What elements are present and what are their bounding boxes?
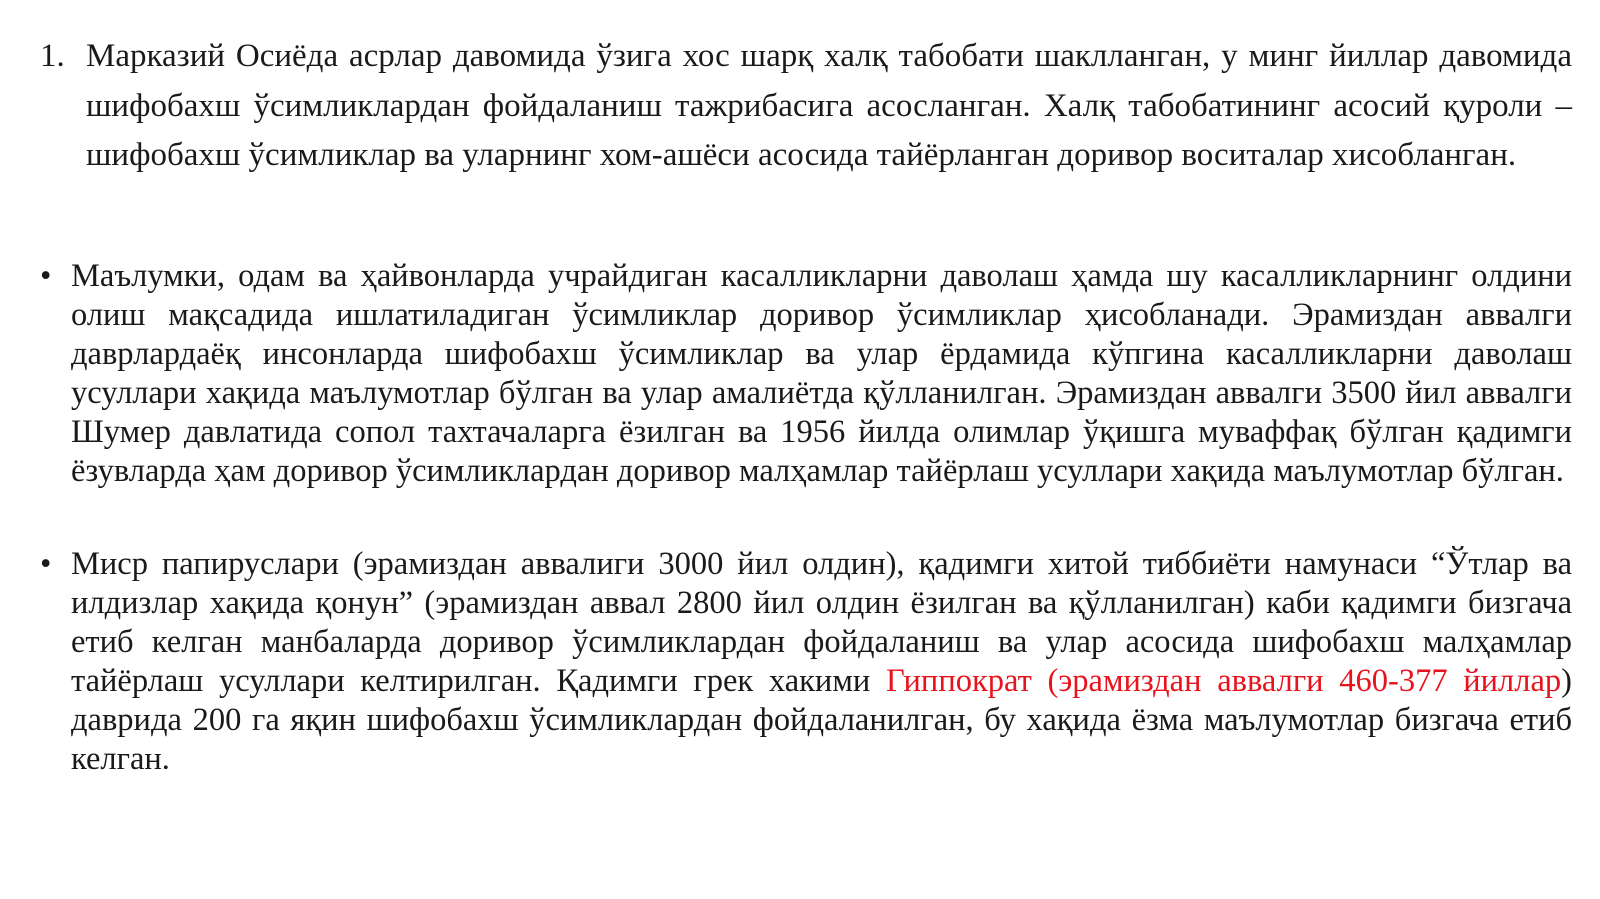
text-segment: ) даврида 200 га яқин шифобахш ўсимликлардан фойдаланилган, бу хақида ёзма маълумотлар бизгача етиб келган. (71, 663, 1572, 777)
bullet-marker: • (40, 258, 52, 294)
bullet-marker: • (40, 546, 52, 582)
paragraph-text: Маълумки, одам ва ҳайвонларда учрайдиган касалликларни даволаш ҳамда шу касалликларнинг олдини олиш мақсадида ишлатиладиган ўсимликлар доривор ўсимликлар ҳисобланади. Эрамиздан аввалги даврлардаёқ инсонларда шифобахш ўсимликлар ва улар ёрдамида кўпгина касалликларни даволаш усуллари хақида маълумотлар бўлган ва улар амалиётда қўлланилган. Эрамиздан аввалги 3500 йил аввалги Шумер давлатида сопол тахтачаларга ёзилган ва 1956 йилда олимлар ўқишга муваффақ бўлган қадимги ёзувларда ҳам доривор ўсимликлардан доривор малҳамлар тайёрлаш усуллари хақида маълумотлар бўлган. (71, 258, 1572, 489)
numbered-paragraph-1 (40, 32, 1572, 181)
paragraph-text (71, 545, 1572, 779)
bullet-paragraph-1 (40, 257, 1572, 491)
text-segment: Миср папируслари (эрамиздан аввалиги 3000 йил олдин), қадимги хитой тиббиёти намунаси “Ўтлар ва илдизлар хақида қонун” (эрамиздан аввал 2800 йил олдин ёзилган ва қўлланилган) каби қадимги бизгача етиб келган манбаларда доривор ўсимликлардан фойдаланиш ва улар асосида шифобахш малҳамлар тайёрлаш усуллари келтирилган. Қадимги грек хакими (71, 546, 1572, 699)
list-number: 1. (40, 38, 65, 74)
paragraph-text: Марказий Осиёда асрлар давомида ўзига хос шарқ халқ табобати шаклланган, у минг йиллар давомида шифобахш ўсимликлардан фойдаланиш тажрибасига асосланган. Халқ табобатининг асосий қуроли – шифобахш ўсимликлар ва уларнинг хом-ашёси асосида тайёрланган доривор воситалар хисобланган. (86, 38, 1572, 173)
highlighted-text: Гиппократ (эрамиздан аввалги 460-377 йиллар (885, 663, 1562, 699)
bullet-paragraph-2 (40, 545, 1572, 779)
